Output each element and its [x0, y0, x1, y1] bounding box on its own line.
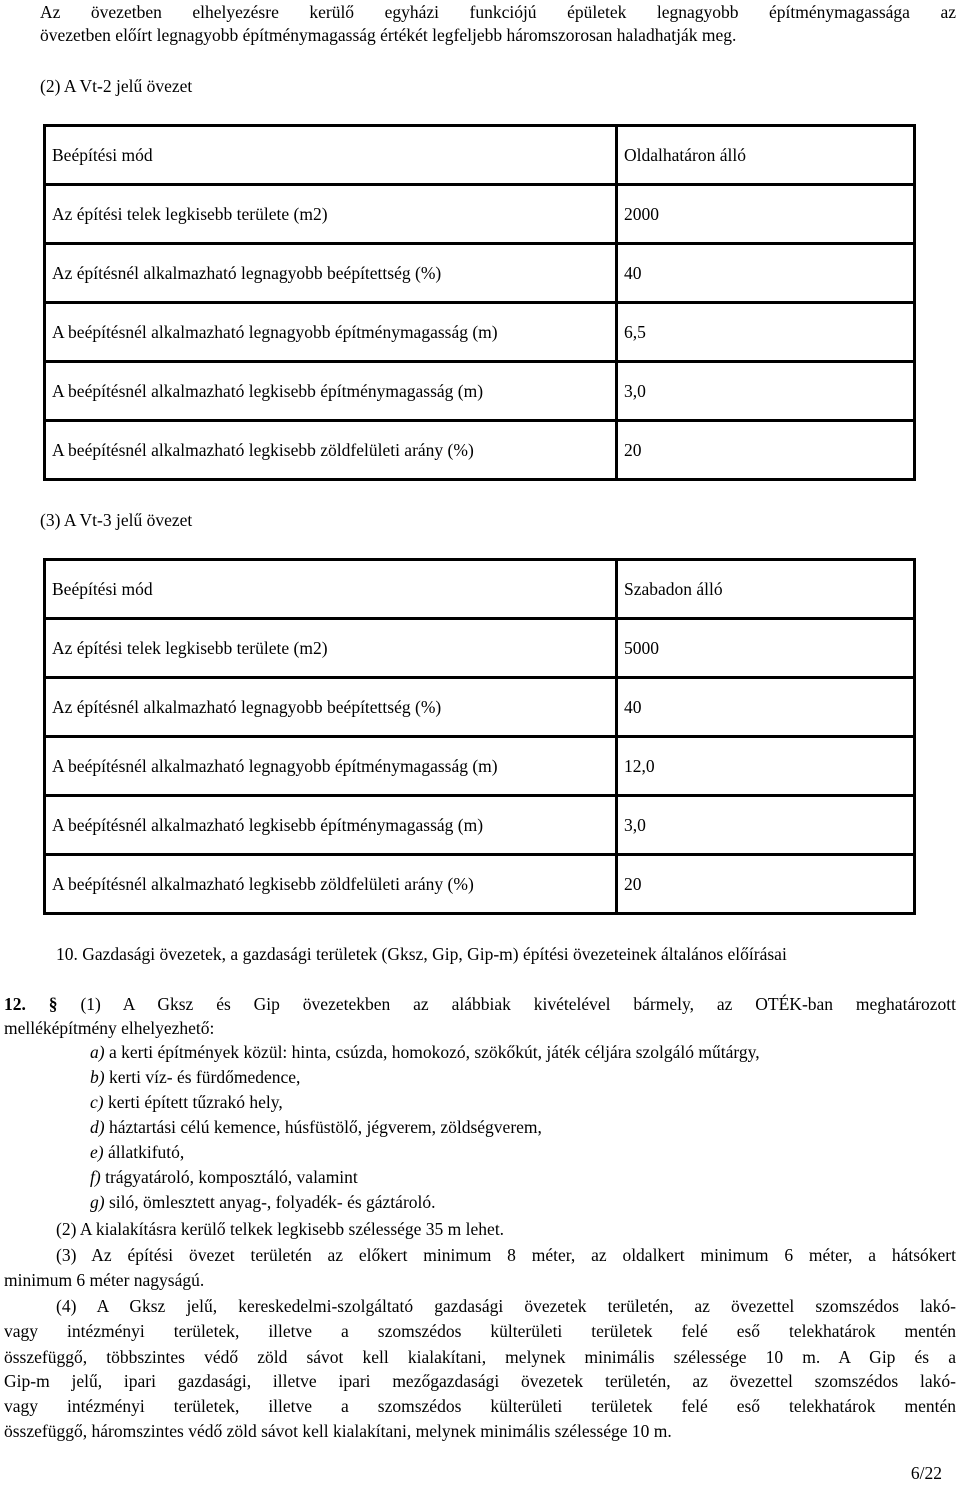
zone3-value: 20: [617, 855, 915, 914]
table-row: [45, 362, 915, 421]
para12-p3-line-2: minimum 6 méter nagyságú.: [4, 1270, 205, 1290]
list-text: kerti épített tűzrakó hely,: [103, 1092, 283, 1112]
zone3-value: 12,0: [617, 737, 915, 796]
zone2-value: 6,5: [617, 303, 915, 362]
zone2-table: [43, 124, 916, 481]
para12-p2: (2) A kialakításra kerülő telkek legkisebb szélessége 35 m lehet.: [56, 1219, 505, 1239]
list-letter: a): [90, 1042, 105, 1062]
page-number: 6/22: [910, 1463, 942, 1483]
para12-line-2: melléképítmény elhelyezhető:: [4, 1018, 215, 1038]
list-letter: d): [90, 1117, 105, 1137]
zone3-label: Az építési telek legkisebb területe (m2): [45, 619, 617, 678]
zone3-value: 5000: [617, 619, 915, 678]
zone3-label: A beépítésnél alkalmazható legkisebb építménymagasság (m): [45, 796, 617, 855]
zone2-value: 2000: [617, 185, 915, 244]
list-text: állatkifutó,: [103, 1142, 185, 1162]
table-row: [45, 421, 915, 480]
zone2-value: 20: [617, 421, 915, 480]
zone2-label: A beépítésnél alkalmazható legnagyobb építménymagasság (m): [45, 303, 617, 362]
list-item: [90, 1090, 283, 1114]
zone2-value: Oldalhatáron álló: [617, 126, 915, 185]
list-text: trágyatároló, komposztáló, valamint: [100, 1167, 358, 1187]
table-row: [45, 560, 915, 619]
zone2-label: Az építésnél alkalmazható legnagyobb beépítettség (%): [45, 244, 617, 303]
zone2-label: A beépítésnél alkalmazható legkisebb zöldfelületi arány (%): [45, 421, 617, 480]
para12-p4-line-4: Gip-m jelű, ipari gazdasági, illetve ipari mezőgazdasági övezetek területén, az övezettel szomszédos lakó-: [4, 1371, 956, 1391]
list-item: [90, 1115, 542, 1139]
para12-p3-line-1: (3) Az építési övezet területén az előkert minimum 8 méter, az oldalkert minimum 6 méter, a hátsókert: [56, 1245, 956, 1265]
table-row: [45, 737, 915, 796]
table-row: [45, 619, 915, 678]
zone3-value: Szabadon álló: [617, 560, 915, 619]
list-text: siló, ömlesztett anyag-, folyadék- és gáztároló.: [104, 1192, 436, 1212]
zone2-label: Az építési telek legkisebb területe (m2): [45, 185, 617, 244]
zone3-heading: (3) A Vt-3 jelű övezet: [40, 510, 193, 530]
table-row: [45, 244, 915, 303]
list-letter: c): [90, 1092, 104, 1112]
list-item: [90, 1140, 184, 1164]
list-letter: g): [90, 1192, 105, 1212]
para12-p4-line-1: (4) A Gksz jelű, kereskedelmi-szolgáltató gazdasági övezetek területén, az övezettel szomszédos lakó-: [56, 1296, 956, 1316]
list-item: [90, 1190, 436, 1214]
para12-line-1-text: (1) A Gksz és Gip övezetekben az alábbiak kivételével bármely, az OTÉK-ban meghatározott: [80, 994, 957, 1014]
zone2-value: 40: [617, 244, 915, 303]
table-row: [45, 855, 915, 914]
para12-p4-line-5: vagy intézményi területek, illetve a szomszédos külterületi területek felé eső telekhatárok mentén: [4, 1396, 956, 1416]
para12-p4-line-3: összefüggő, többszintes védő zöld sávot kell kialakítani, melynek minimális szélessége 10 m. A Gip és a: [4, 1347, 956, 1367]
zone2-heading: (2) A Vt-2 jelű övezet: [40, 76, 193, 96]
para12-p4-line-2: vagy intézményi területek, illetve a szomszédos külterületi területek felé eső telekhatárok mentén: [4, 1321, 956, 1341]
list-letter: e): [90, 1142, 104, 1162]
section-title: 10. Gazdasági övezetek, a gazdasági területek (Gksz, Gip, Gip-m) építési övezeteinek általános előírásai: [56, 944, 787, 964]
list-text: kerti víz- és fürdőmedence,: [104, 1067, 301, 1087]
table-row: [45, 126, 915, 185]
table-row: [45, 678, 915, 737]
zone3-table: [43, 558, 916, 915]
para-number: 12.: [4, 994, 26, 1014]
list-letter: f): [90, 1167, 101, 1187]
zone2-label: A beépítésnél alkalmazható legkisebb építménymagasság (m): [45, 362, 617, 421]
zone2-label: Beépítési mód: [45, 126, 617, 185]
table-row: [45, 185, 915, 244]
zone3-label: Az építésnél alkalmazható legnagyobb beépítettség (%): [45, 678, 617, 737]
para12-line-1: [4, 992, 956, 1016]
list-letter: b): [90, 1067, 105, 1087]
intro-line-1: Az övezetben elhelyezésre kerülő egyházi funkciójú épületek legnagyobb építménymagassága az: [40, 2, 956, 22]
list-item: [90, 1040, 760, 1064]
zone3-value: 40: [617, 678, 915, 737]
zone3-label: A beépítésnél alkalmazható legnagyobb építménymagasság (m): [45, 737, 617, 796]
list-item: [90, 1065, 300, 1089]
list-item: [90, 1165, 358, 1189]
zone3-label: A beépítésnél alkalmazható legkisebb zöldfelületi arány (%): [45, 855, 617, 914]
section-sign: §: [48, 994, 58, 1014]
zone2-value: 3,0: [617, 362, 915, 421]
zone3-label: Beépítési mód: [45, 560, 617, 619]
table-row: [45, 303, 915, 362]
table-row: [45, 796, 915, 855]
para12-first-line: [4, 992, 956, 1016]
intro-line-2: övezetben előírt legnagyobb építménymagasság értékét legfeljebb háromszorosan haladhatják meg.: [40, 25, 737, 45]
para12-p4-line-6: összefüggő, háromszintes védő zöld sávot kell kialakítani, melynek minimális szélessége 10 m.: [4, 1421, 672, 1441]
zone3-value: 3,0: [617, 796, 915, 855]
list-text: a kerti építmények közül: hinta, csúzda, homokozó, szökőkút, játék céljára szolgáló műtárgy,: [104, 1042, 760, 1062]
list-text: háztartási célú kemence, húsfüstölő, jégverem, zöldségverem,: [104, 1117, 542, 1137]
